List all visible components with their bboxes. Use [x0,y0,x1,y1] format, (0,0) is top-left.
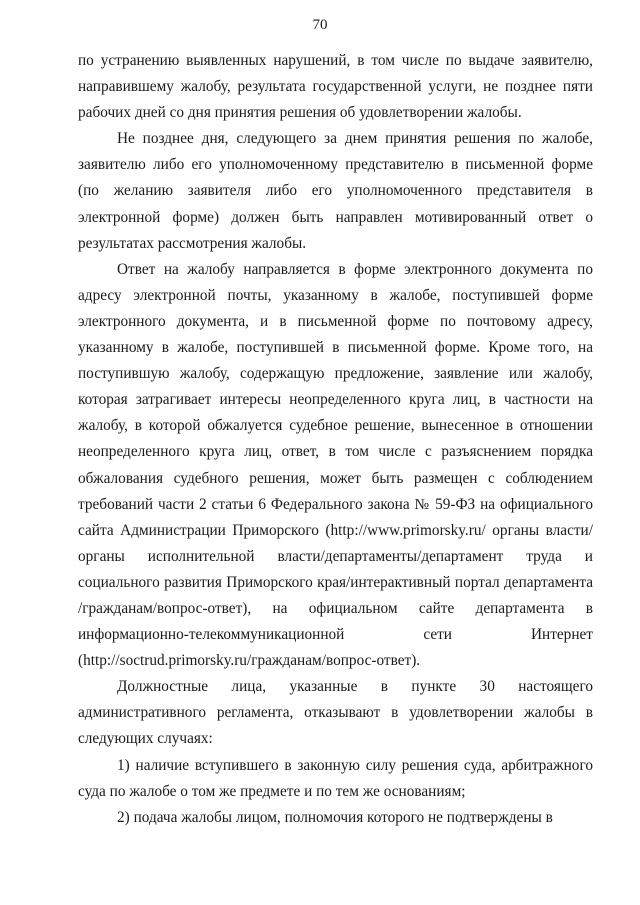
paragraph-continuation: по устранению выявленных нарушений, в том числе по выдаче заявителю, направившему жалобу, результата государственной услуги, не позднее пяти рабочих дней со дня принятия решения об удовлетворении жалобы. [78,52,593,122]
paragraph-refusal-cases: Должностные лица, указанные в пункте 30 настоящего административного регламента, отказывают в удовлетворении жалобы в следующих случаях: [78,678,593,748]
list-item-unconfirmed-authority: 2) подача жалобы лицом, полномочия которого не подтверждены в [117,808,553,826]
page-number: 70 [312,17,328,33]
paragraph-response-deadline: Не позднее дня, следующего за днем принятия решения по жалобе, заявителю либо его уполномоченному представителю в письменной форме (по желанию заявителя либо его уполномоченного представителя в электронной форме) должен быть направлен мотивированный ответ о результатах рассмотрения жалобы. [78,130,593,252]
list-item-court-decision: 1) наличие вступившего в законную силу решения суда, арбитражного суда по жалобе о том же предмете и по тем же основаниям; [78,756,593,800]
paragraph-response-form: Ответ на жалобу направляется в форме электронного документа по адресу электронной почты, указанному в жалобе, поступившей форме электронного документа, и в письменной форме по почтовому адресу, указанному в жалобе, поступившей в письменной форме. Кроме того, на поступившую жалобу, содержащую предложение, заявление или жалобу, которая затрагивает интересы неопределенного круга лиц, в частности на жалобу, в которой обжалуется судебное решение, вынесенное в отношении неопределенного круга лиц, ответ, в том числе с разъяснением порядка обжалования судебного решения, может быть размещен с соблюдением требований части 2 статьи 6 Федерального закона № 59-ФЗ на официального сайта Администрации Приморского (http://www.primorsky.ru/ органы власти/органы исполнительной власти/департаменты/департамент труда и социального развития Приморского края/интерактивный портал департамента /гражданам/вопрос-ответ), на официальном сайте департамента в информационно-телекоммуникационной сети Интернет (http://soctrud.primorsky.ru/гражданам/вопрос-ответ). [78,260,593,670]
document-body [78,48,593,831]
